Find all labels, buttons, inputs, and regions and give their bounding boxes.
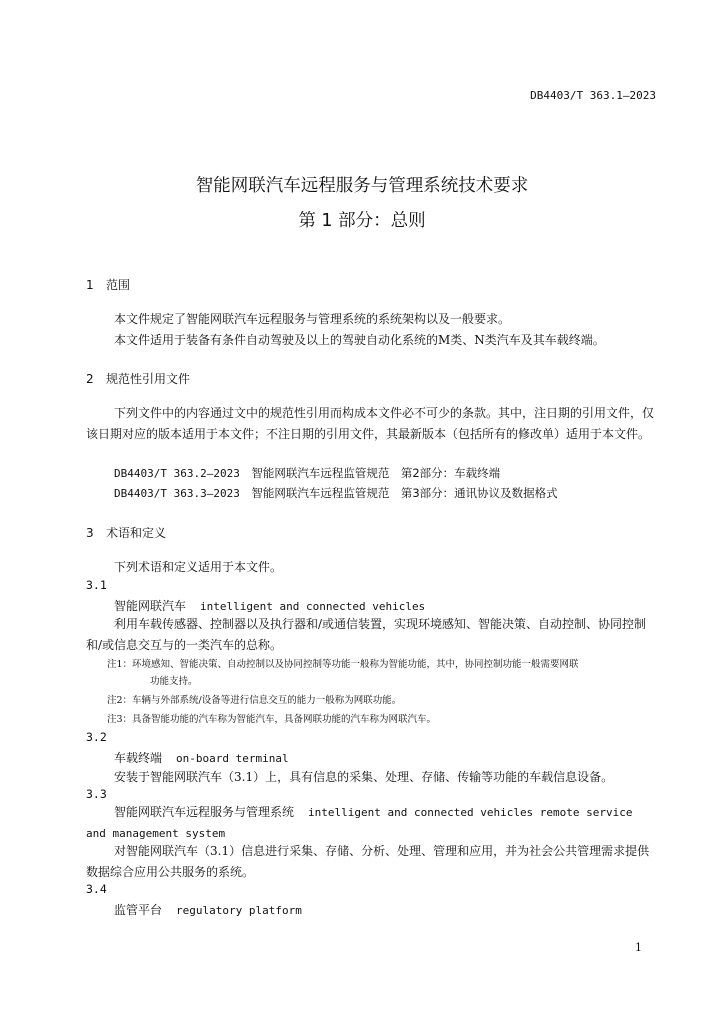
- term-number: 3.2: [86, 730, 107, 744]
- reference-title: 智能网联汽车远程监管规范 第3部分：通讯协议及数据格式: [251, 486, 558, 500]
- note: 注1：环境感知、智能决策、自动控制以及协同控制等功能一般称为智能功能，其中，协同控制功能一般需要网联: [107, 659, 579, 670]
- section-number: 2: [86, 372, 94, 386]
- reference-item: [114, 485, 558, 501]
- section-heading-scope: [86, 276, 130, 293]
- document-title: 智能网联汽车远程服务与管理系统技术要求: [195, 176, 529, 196]
- section-number: 3: [86, 526, 94, 540]
- term-zh: 智能网联汽车远程服务与管理系统: [114, 805, 295, 819]
- section-heading-normative-references: [86, 370, 190, 387]
- term-en: intelligent and connected vehicles remote service and management system: [86, 806, 633, 840]
- reference-item: [114, 465, 500, 481]
- note: 注2：车辆与外部系统/设备等进行信息交互的能力一般称为网联功能。: [107, 695, 402, 706]
- term-heading: [114, 901, 302, 918]
- term-zh: 监管平台: [114, 903, 163, 917]
- term-heading: [86, 802, 656, 844]
- reference-title: 智能网联汽车远程监管规范 第2部分：车载终端: [251, 466, 501, 480]
- term-zh: 智能网联汽车: [114, 599, 187, 613]
- section-title: 规范性引用文件: [106, 372, 191, 386]
- document-part-title: 第 1 部分：总则: [298, 211, 426, 231]
- term-en: intelligent and connected vehicles: [200, 600, 426, 613]
- section-number: 1: [86, 278, 94, 292]
- reference-code: DB4403/T 363.2—2023: [114, 467, 240, 480]
- term-definition: 对智能网联汽车（3.1）信息进行采集、存储、分析、处理、管理和应用，并为社会公共管理需求提供数据综合应用公共服务的系统。: [86, 844, 650, 879]
- note-continuation: 功能支持。: [150, 676, 198, 687]
- paragraph: 本文件规定了智能网联汽车远程服务与管理系统的系统架构以及一般要求。: [114, 312, 511, 326]
- paragraph: 下列文件中的内容通过文中的规范性引用而构成本文件必不可少的条款。其中，注日期的引用文件，仅该日期对应的版本适用于本文件；不注日期的引用文件，其最新版本（包括所有的修改单）适用于本文件。: [86, 406, 655, 441]
- document-number: DB4403/T 363.1—2023: [530, 89, 656, 102]
- paragraph: 下列术语和定义适用于本文件。: [114, 560, 283, 574]
- section-title: 术语和定义: [106, 526, 167, 540]
- note: 注3：具备智能功能的汽车称为智能汽车，具备网联功能的汽车称为网联汽车。: [107, 714, 437, 725]
- term-definition: 安装于智能网联汽车（3.1）上，具有信息的采集、处理、存储、传输等功能的车载信息设备。: [114, 770, 614, 784]
- term-en: on-board terminal: [176, 752, 289, 765]
- term-number: 3.4: [86, 882, 107, 896]
- term-number: 3.1: [86, 578, 107, 592]
- term-number: 3.3: [86, 787, 107, 801]
- term-en: regulatory platform: [176, 904, 302, 917]
- term-definition: 利用车载传感器、控制器以及执行器和/或通信装置，实现环境感知、智能决策、自动控制、协同控制和/或信息交互与的一类汽车的总称。: [86, 617, 647, 652]
- reference-code: DB4403/T 363.3—2023: [114, 487, 240, 500]
- section-heading-terms: [86, 524, 166, 541]
- term-heading: [114, 597, 425, 614]
- term-heading: [114, 749, 289, 766]
- page-number: 1: [635, 941, 642, 954]
- term-zh: 车载终端: [114, 751, 163, 765]
- paragraph: 本文件适用于装备有条件自动驾驶及以上的驾驶自动化系统的M类、N类汽车及其车载终端。: [114, 333, 605, 347]
- section-title: 范围: [106, 278, 131, 292]
